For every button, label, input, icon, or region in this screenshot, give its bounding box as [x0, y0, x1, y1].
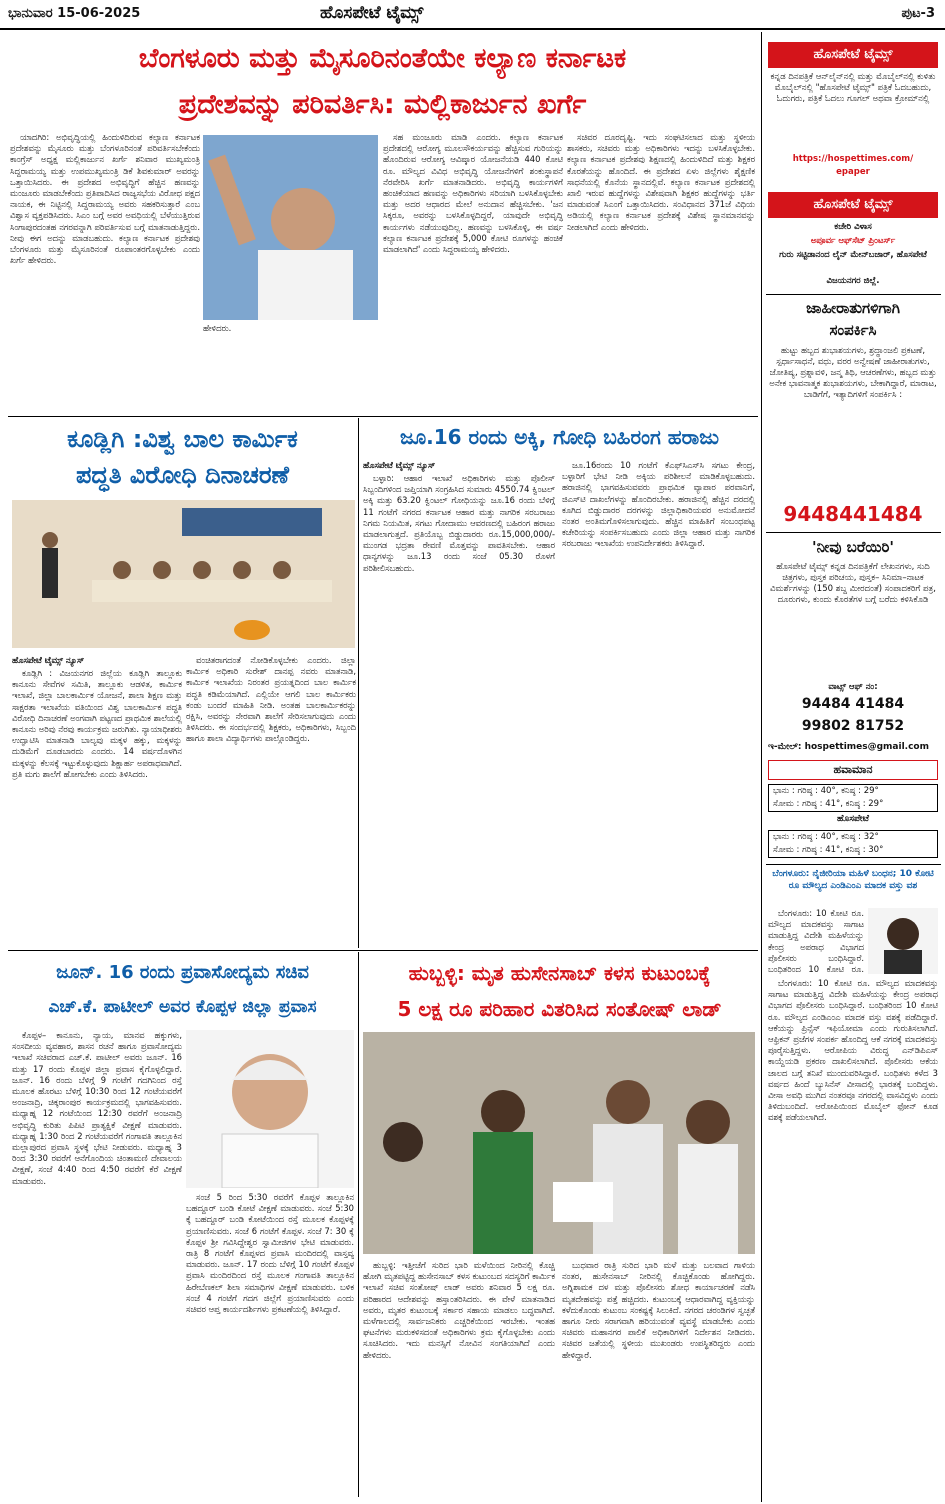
story2-headline-line1: ಕೂಡ್ಲಿಗಿ :ವಿಶ್ವ ಬಾಲ ಕಾರ್ಮಿಕ [67, 425, 298, 453]
page-number: ಪುಟ-3 [901, 6, 935, 21]
newspaper-title: ಹೊಸಪೇಟೆ ಟೈಮ್ಸ್ [320, 3, 424, 23]
story2-headline-line2: ಪದ್ಧತಿ ವಿರೋಧಿ ದಿನಾಚರಣೆ [75, 461, 289, 489]
person-photo-icon [203, 135, 378, 320]
brief-text-continued [768, 978, 938, 1496]
weather-row: ಸೋಮ : ಗರಿಷ್ಠ : 41°, ಕನಿಷ್ಠ : 29° [773, 799, 884, 809]
weather-title: ಹವಾಮಾನ [768, 760, 938, 780]
story1-text3: ಸಚಿವರ ದೂರದೃಷ್ಟಿ. ಇದು ಸಂಘಟಿಸಲಾದ ಮತ್ತು ಸ್ಥಳೀಯ ಶಾಸಕರು, ಸಚಿವರು ಮತ್ತು ಅಧಿಕಾರಿಗಳು ಇದನ್ನು ಬಳಸಿಕೊಳ್ಳಬೇಕು. ಕಲ್ಯಾಣ ಕರ್ನಾಟಕ ಪ್ರದೇಶವು ಶಿಕ್ಷಣದಲ್ಲಿ ಹಿಂದುಳಿದಿದೆ ಮತ್ತು ಶಿಕ್ಷಕರ ಕೊರತೆಯನ್ನು ಹೊಂದಿದೆ. ಈ ಪ್ರದೇಶದ ಏಳು ಜಿಲ್ಲೆಗಳು ಶೈಕ್ಷಣಿಕ ಸಾಧನೆಯಲ್ಲಿ ಕೊನೆಯ ಸ್ಥಾನದಲ್ಲಿವೆ. ಕಲ್ಯಾಣ ಕರ್ನಾಟಕ ಪ್ರದೇಶದಲ್ಲಿ ಖಾಲಿ ಇರುವ ಹುದ್ದೆಗಳನ್ನು ವಿಶೇಷವಾಗಿ ಶಿಕ್ಷಕರ ಹುದ್ದೆಗಳನ್ನು ಭರ್ತಿ ಮಾಡುವಂತೆ ಸಿಎಂಗೆ ಒತ್ತಾಯಿಸಿದರು. ಸಂವಿಧಾನದ 371ಜೆ ವಿಧಿಯ ಅಡಿಯಲ್ಲಿ ಕಲ್ಯಾಣ ಕರ್ನಾಟಕ ಪ್ರದೇಶಕ್ಕೆ ವಿಶೇಷ ಸ್ಥಾನಮಾನವನ್ನು ನೀಡಲಾಗಿದೆ ಎಂದು ಹೇಳಿದರು. [567, 132, 755, 232]
sidebar-epaper-text: ಕನ್ನಡ ದಿನಪತ್ರಿಕೆ ಆನ್‌ಲೈನ್‌ನಲ್ಲಿ ಮತ್ತು ಮೊಬೈಲ್‌ನಲ್ಲಿ ಕುಳಿತು ಮೊಬೈಲ್‌ನಲ್ಲಿ "ಹೊಸಪೇಟೆ ಟೈಮ್ಸ್" ಪತ್ರಿಕೆ ಓದಬಹುದು, ಓದುಗರು, ಪತ್ರಿಕೆ ಓದಲು ಗೂಗಲ್ ಅಥವಾ ಕ್ರೋಮ್‌ನಲ್ಲಿ [770, 72, 936, 104]
story4-headline-line1: ಜೂನ್. 16 ರಂದು ಪ್ರವಾಸೋದ್ಯಮ ಸಚಿವ [56, 962, 309, 983]
story2-text1: ಕೂಡ್ಲಿಗಿ : ವಿಜಯನಗರ ಜಿಲ್ಲೆಯ ಕೂಡ್ಲಿಗಿ ತಾಲ್ಲೂಕು ಕಾನೂನು ಸೇವೆಗಳ ಸಮಿತಿ, ತಾಲ್ಲೂಕು ಆಡಳಿತ, ಕಾರ್ಮಿಕ ಇಲಾಖೆ, ಜಿಲ್ಲಾ ಬಾಲಕಾರ್ಮಿಕ ಯೋಜನೆ, ಶಾಲಾ ಶಿಕ್ಷಣ ಮತ್ತು ಸಾಕ್ಷರತಾ ಇಲಾಖೆಯ ವತಿಯಿಂದ ವಿಶ್ವ ಬಾಲಕಾರ್ಮಿಕ ಪದ್ಧತಿ ವಿರೋಧಿ ದಿನಾಚರಣೆ ಅಂಗವಾಗಿ ಪಟ್ಟಣದ ಪ್ರಾಥಮಿಕ ಶಾಲೆಯಲ್ಲಿ ಕಾನೂನು ಅರಿವು ನೆರವು ಕಾರ್ಯಕ್ರಮ ಜರುಗಿತು. ನ್ಯಾಯಾಧೀಶರು ಉದ್ಘಾಟಿಸಿ ಮಾತನಾಡಿ ಬಾಲ್ಯವು ಮಕ್ಕಳ ಹಕ್ಕು, ಮಕ್ಕಳನ್ನು ದುಡಿಮೆಗೆ ದೂಡಬಾರದು ಎಂದರು. 14 ವರ್ಷದೊಳಗಿನ ಮಕ್ಕಳನ್ನು ಕೆಲಸಕ್ಕೆ ಇಟ್ಟುಕೊಳ್ಳುವುದು ಶಿಕ್ಷಾರ್ಹ ಅಪರಾಧವಾಗಿದೆ. ಪ್ರತಿ ಮಗು ಶಾಲೆಗೆ ಹೋಗಬೇಕು ಎಂದು ತಿಳಿಸಿದರು. [12, 668, 182, 779]
whatsapp-phone-2: 99802 81752 [801, 718, 905, 734]
ads-phone: 9448441484 [783, 502, 923, 526]
email-row [768, 742, 938, 756]
whatsapp-phone-1: 94484 41484 [801, 696, 905, 712]
office-address: ಗುರು ಸಟ್ಟಿಡಾನಂದ ಲೈನ್ ಮೇನ್‌ಬಜಾರ್, ಹೊಸಪೇಟೆ [779, 250, 927, 260]
brief-text-top [768, 908, 864, 974]
story2-text2: ವಂಚಿತರಾಗದಂತೆ ನೋಡಿಕೊಳ್ಳಬೇಕು ಎಂದರು. ಜಿಲ್ಲಾ ಕಾರ್ಮಿಕ ಅಧಿಕಾರಿ ಸುರೇಶ್ ದಾನಪ್ಪ ನವರು ಮಾತನಾಡಿ, ಕಾರ್ಮಿಕ ಇಲಾಖೆಯ ನಿರಂತರ ಪ್ರಯತ್ನದಿಂದ ಬಾಲ ಕಾರ್ಮಿಕ ಪದ್ಧತಿ ಕಡಿಮೆಯಾಗಿದೆ. ಎಲ್ಲಿಯೇ ಆಗಲಿ ಬಾಲ ಕಾರ್ಮಿಕರು ಕಂಡು ಬಂದರೆ ಮಾಹಿತಿ ನೀಡಿ. ಅಂತಹ ಬಾಲಕಾರ್ಮಿಕರನ್ನು ರಕ್ಷಿಸಿ, ಅವರನ್ನು ನೇರವಾಗಿ ಶಾಲೆಗೆ ಸೇರಿಸಲಾಗುವುದು ಎಂದು ತಿಳಿಸಿದರು. ಈ ಸಂದರ್ಭದಲ್ಲಿ ಶಿಕ್ಷಕರು, ಅಧಿಕಾರಿಗಳು, ಸಿಬ್ಬಂದಿ ಹಾಗೂ ಶಾಲಾ ವಿದ್ಯಾರ್ಥಿಗಳು ಪಾಲ್ಗೊಂಡಿದ್ದರು. [186, 655, 356, 744]
whatsapp-label: ವಾಟ್ಸ್ ಆಫ್ ನಂ: [828, 682, 878, 692]
epaper-link[interactable]: https://hospettimes.com/ [792, 154, 914, 164]
divider [766, 294, 941, 295]
story4-column1 [12, 1030, 182, 1495]
divider [766, 864, 941, 865]
story2-column2 [186, 655, 356, 943]
story2-photo-event [12, 500, 355, 648]
divider [358, 418, 359, 948]
weather-row: ಭಾನು : ಗರಿಷ್ಠ : 40°, ಕನಿಷ್ಠ : 29° [773, 786, 879, 796]
weather-box-2 [768, 830, 938, 858]
story5-photo-compensation [363, 1032, 755, 1254]
weather-row: ಭಾನು : ಗರಿಷ್ಠ : 40°, ಕನಿಷ್ಠ : 32° [773, 832, 879, 842]
story1-caption: ಹೇಳಿದರು. [203, 323, 232, 333]
story4-column2 [186, 1192, 354, 1492]
story1-headline-line1: ಬೆಂಗಳೂರು ಮತ್ತು ಮೈಸೂರಿನಂತೆಯೇ ಕಲ್ಯಾಣ ಕರ್ನಾಟಕ [138, 43, 627, 74]
story5-column2 [562, 1260, 755, 1496]
office-district: ವಿಜಯನಗರ ಜಿಲ್ಲೆ. [826, 276, 880, 286]
divider [761, 32, 762, 1502]
write-title: 'ನೀವು ಬರೆಯಿರಿ' [811, 538, 894, 556]
sidebar-brand-banner: ಹೊಸಪೇಟೆ ಟೈಮ್ಸ್ [768, 42, 938, 68]
story1-photo-kharge [203, 135, 378, 320]
story4-text2: ಸಂಜೆ 5 ರಿಂದ 5:30 ರವರೆಗೆ ಕೊಪ್ಪಳ ತಾಲ್ಲೂಕಿನ ಬಹದ್ದೂರ್ ಬಂಡಿ ಕೋಟೆ ವೀಕ್ಷಣೆ ಮಾಡುವರು. ಸಂಜೆ 5:30 ಕ್ಕೆ ಬಹದ್ದೂರ್ ಬಂಡಿ ಕೋಟೆಯಿಂದ ರಸ್ತೆ ಮೂಲಕ ಕೊಪ್ಪಳಕ್ಕೆ ಪ್ರಯಾಣಿಸುವರು. ಸಂಜೆ 6 ಗಂಟೆಗೆ ಕೊಪ್ಪಳ. ಸಂಜೆ 7: 30 ಕ್ಕೆ ಕೊಪ್ಪಳ ಶ್ರೀ ಗವಿಸಿದ್ದೇಶ್ವರ ಸ್ವಾಮೀಜಿಗಳ ಭೇಟಿ ಮಾಡುವರು. ರಾತ್ರಿ 8 ಗಂಟೆಗೆ ಕೊಪ್ಪಳದ ಪ್ರವಾಸಿ ಮಂದಿರದಲ್ಲಿ ವಾಸ್ತವ್ಯ ಮಾಡುವರು. ಜೂನ್. 17 ರಂದು ಬೆಳಿಗ್ಗೆ 10 ಗಂಟೆಗೆ ಕೊಪ್ಪಳ ಪ್ರವಾಸಿ ಮಂದಿರದಿಂದ ರಸ್ತೆ ಮೂಲಕ ಗಂಗಾವತಿ ತಾಲ್ಲೂಕಿನ ಹಿರೇಬೆಣಕಲ್ ಶಿಲಾ ಸಮಾಧಿಗಳ ವೀಕ್ಷಣೆ ಮಾಡುವರು. ಬಳಿಕ ಸಂಜೆ 4 ಗಂಟೆಗೆ ಗದಗ ಜಿಲ್ಲೆಗೆ ಪ್ರಯಾಣಿಸುವರು ಎಂದು ಸಚಿವರ ಆಪ್ತ ಕಾರ್ಯದರ್ಶಿಗಳು ಪ್ರಕಟಣೆಯಲ್ಲಿ ತಿಳಿಸಿದ್ದಾರೆ. [186, 1192, 354, 1315]
story5-text2: ಬುಧವಾರ ರಾತ್ರಿ ಸುರಿದ ಭಾರಿ ಮಳೆ ಮತ್ತು ಬಲವಾದ ಗಾಳಿಯ ನಂತರ, ಹುಸೇನಸಾಬ್ ನೀರಿನಲ್ಲಿ ಕೊಚ್ಚಿಕೊಂಡು ಹೋಗಿದ್ದರು. ಅಗ್ನಿಶಾಮಕ ದಳ ಮತ್ತು ಪೊಲೀಸರು ಶೋಧ ಕಾರ್ಯಾಚರಣೆ ನಡೆಸಿ ಮೃತದೇಹವನ್ನು ಪತ್ತೆ ಹಚ್ಚಿದರು. ಕುಟುಂಬಕ್ಕೆ ಆಧಾರವಾಗಿದ್ದ ವ್ಯಕ್ತಿಯನ್ನು ಕಳೆದುಕೊಂಡು ಕುಟುಂಬ ಸಂಕಷ್ಟಕ್ಕೆ ಸಿಲುಕಿದೆ. ನಗರದ ಚರಂಡಿಗಳ ಸ್ವಚ್ಛತೆ ಹಾಗೂ ನೀರು ಸರಾಗವಾಗಿ ಹರಿಯುವಂತೆ ವ್ಯವಸ್ಥೆ ಮಾಡಬೇಕು ಎಂದು ಸಚಿವರು ಮಹಾನಗರ ಪಾಲಿಕೆ ಅಧಿಕಾರಿಗಳಿಗೆ ನಿರ್ದೇಶನ ನೀಡಿದರು. ಸಚಿವರ ಜತೆಯಲ್ಲಿ ಸ್ಥಳೀಯ ಮುಖಂಡರು ಉಪಸ್ಥಿತರಿದ್ದರು ಎಂದು ಹೇಳಿದ್ದಾರೆ. [562, 1260, 755, 1360]
event-photo-icon [12, 500, 355, 648]
ads-categories: ಹುಟ್ಟು ಹಬ್ಬದ ಶುಭಾಶಯಗಳು, ಶ್ರದ್ಧಾಂಜಲಿ ಪ್ರಕಟಣೆ, ಸ್ಪರ್ಧಾಸಾಧನೆ, ವಧು, ವರರ ಅನ್ವೇಷಣೆ ಜಾಹೀರಾತುಗಳು, ಜೋತಿಷ್ಯ, ಪ್ರಶ್ನಾವಳಿ, ಜನ್ಮ ತಿಥಿ, ಆಚರಣೆಗಳು, ಹಬ್ಬದ ಮತ್ತು ಅನೇಕ ಭಾವನಾತ್ಮಕ ಶುಭಾಶಯಗಳು, ಬೇಕಾಗಿದ್ದಾರೆ, ಮಾರಾಟ, ಬಾಡಿಗೆಗೆ, ಇತ್ಯಾದಿಗಳಿಗೆ ಸಂಪರ್ಕಿಸಿ : [769, 346, 937, 400]
story5-headline-line1: ಹುಬ್ಬಳ್ಳಿ: ಮೃತ ಹುಸೇನಸಾಬ್ ಕಳಸ ಕುಟುಂಬಕ್ಕೆ [408, 961, 711, 985]
brief-headline: ಬೆಂಗಳೂರು: ನೈಜೀರಿಯಾ ಮಹಿಳೆ ಬಂಧನ; 10 ಕೋಟಿ ರೂ ಮೌಲ್ಯದ ಎಂಡಿಎಂಎ ಮಾದಕ ವಸ್ತು ವಶ [772, 869, 934, 891]
issue-date: ಭಾನುವಾರ 15-06-2025 [8, 6, 141, 21]
write-text: ಹೊಸಪೇಟೆ ಟೈಮ್ಸ್ ಕನ್ನಡ ದಿನಪತ್ರಿಕೆಗೆ ಲೇಖನಗಳು, ಸುದಿ ಚಿತ್ರಗಳು, ಪುಸ್ತಕ ಪರಿಚಯ, ಪುಸ್ತಕ– ಸಿನಿಮಾ–ನಾಟಕ ವಿಮರ್ಶೆಗಳನ್ನು (150 ಶಬ್ದ ಮೀರದಂತೆ) ಸಂಪಾದಕರಿಗೆ ಪತ್ರ, ದೂರುಗಳು, ಕುಂದು ಕೊರತೆಗಳ ಬಗ್ಗೆ ಬರೆದು ಕಳಿಸಿಕೊಡಿ [770, 562, 936, 605]
story1-headline-line2: ಪ್ರದೇಶವನ್ನು ಪರಿವರ್ತಿಸಿ: ಮಲ್ಲಿಕಾರ್ಜುನ ಖರ್ಗೆ [178, 89, 587, 120]
ads-title-2: ಸಂಪರ್ಕಿಸಿ [829, 321, 877, 339]
brief-text: ಬೆಂಗಳೂರು: 10 ಕೋಟಿ ರೂ. ಮೌಲ್ಯದ ಮಾದಕವಸ್ತು ಸಾಗಾಟ ಮಾಡುತ್ತಿದ್ದ ವಿದೇಶಿ ಮಹಿಳೆಯನ್ನು ಕೇಂದ್ರ ಅಪರಾಧ ವಿಭಾಗದ ಪೊಲೀಸರು ಬಂಧಿಸಿದ್ದಾರೆ. ಬಂಧಿತರಿಂದ 10 ಕೋಟಿ ರೂ. [768, 908, 864, 974]
story4-text1: ಕೊಪ್ಪಳ– ಕಾನೂನು, ನ್ಯಾಯ, ಮಾನವ ಹಕ್ಕುಗಳು, ಸಂಸದೀಯ ವ್ಯವಹಾರ, ಶಾಸನ ರಚನೆ ಹಾಗೂ ಪ್ರವಾಸೋದ್ಯಮ ಇಲಾಖೆ ಸಚಿವರಾದ ಎಚ್.ಕೆ. ಪಾಟೀಲ್ ಅವರು ಜೂನ್. 16 ಮತ್ತು 17 ರಂದು ಕೊಪ್ಪಳ ಜಿಲ್ಲಾ ಪ್ರವಾಸ ಕೈಗೊಳ್ಳಲಿದ್ದಾರೆ. ಜೂನ್. 16 ರಂದು ಬೆಳಿಗ್ಗೆ 9 ಗಂಟೆಗೆ ಗದಗಿನಿಂದ ರಸ್ತೆ ಮೂಲಕ ಹೊರಟು ಬೆಳಿಗ್ಗೆ 10:30 ರಿಂದ 12 ಗಂಟೆಯವರೆಗೆ ಅಂಜನಾದ್ರಿ, ಚಿಕ್ಕರಾಂಪುರ ಕಾರ್ಯಕ್ರಮದಲ್ಲಿ ಭಾಗವಹಿಸುವರು. ಮಧ್ಯಾಹ್ನ 12 ಗಂಟೆಯಿಂದ 12:30 ರವರೆಗೆ ಅಂಜನಾದ್ರಿ ಅಭಿವೃದ್ಧಿ ಕುರಿತು ಪಿಪಿಟಿ ಪ್ರಾತ್ಯಕ್ಷಿಕೆ ವೀಕ್ಷಣೆ ಮಾಡುವರು. ಮಧ್ಯಾಹ್ನ 1:30 ರಿಂದ 2 ಗಂಟೆಯವರೆಗೆ ಗಂಗಾವತಿ ತಾಲ್ಲೂಕಿನ ಮಲ್ಲಾಪುರದ ಪ್ರವಾಸಿ ಸ್ಥಳಕ್ಕೆ ಭೇಟಿ ನೀಡುವರು. ಮಧ್ಯಾಹ್ನ 3 ರಿಂದ 3:30 ರವರೆಗೆ ಆನೆಗೊಂದಿಯ ಚಿಂತಾಮಣಿ ದೇವಾಲಯ ವೀಕ್ಷಣೆ, ಸಂಜೆ 4:40 ರಿಂದ 4:50 ರವರೆಗೆ ಕೆರೆ ವೀಕ್ಷಣೆ ಮಾಡುವರು. [12, 1030, 182, 1186]
office-label: ಕಚೇರಿ ವಿಳಾಸ [834, 222, 872, 232]
story2-column1 [12, 668, 182, 943]
story3-headline: ಜೂ.16 ರಂದು ಅಕ್ಕಿ, ಗೋಧಿ ಬಹಿರಂಗ ಹರಾಜು [399, 425, 720, 449]
email-address[interactable]: hospettimes@gmail.com [804, 742, 929, 752]
portrait-photo-icon [186, 1030, 354, 1188]
epaper-link-suffix[interactable]: epaper [836, 167, 870, 177]
story4-headline-line2: ಎಚ್.ಕೆ. ಪಾಟೀಲ್ ಅವರ ಕೊಪ್ಪಳ ಜಿಲ್ಲಾ ಪ್ರವಾಸ [48, 997, 317, 1017]
story1-column1 [10, 132, 200, 412]
divider [358, 952, 359, 1497]
story4-photo-minister [186, 1030, 354, 1188]
email-label: ಇ-ಮೇಲ್: [768, 742, 802, 752]
portrait-photo-icon [868, 908, 938, 974]
story1-text1: ಯಾದಗಿರಿ: ಅಭಿವೃದ್ಧಿಯಲ್ಲಿ ಹಿಂದುಳಿದಿರುವ ಕಲ್ಯಾಣ ಕರ್ನಾಟಕ ಪ್ರದೇಶವನ್ನು ಮೈಸೂರು ಮತ್ತು ಬೆಂಗಳೂರಿನಂತೆ ಪರಿವರ್ತಿಸಬೇಕೆಂದು ಕಾಂಗ್ರೆಸ್ ಅಧ್ಯಕ್ಷ ಮಲ್ಲಿಕಾರ್ಜುನ ಖರ್ಗೆ ಶನಿವಾರ ಮುಖ್ಯಮಂತ್ರಿ ಸಿದ್ದರಾಮಯ್ಯ ಮತ್ತು ಉಪಮುಖ್ಯಮಂತ್ರಿ ಡಿಕೆ ಶಿವಕುಮಾರ್ ಅವರನ್ನು ಒತ್ತಾಯಿಸಿದರು. ಈ ಪ್ರದೇಶದ ಅಭಿವೃದ್ಧಿಗೆ ಹೆಚ್ಚಿನ ಹಣವನ್ನು ಮಂಜೂರು ಮಾಡಬೇಕೆಂದು ಪ್ರತಿಪಾದಿಸಿದ ರಾಜ್ಯಸಭೆಯ ವಿರೋಧ ಪಕ್ಷದ ನಾಯಕ, ಈ ನಿಟ್ಟಿನಲ್ಲಿ ಸಿದ್ದರಾಮಯ್ಯ ಅವರು ಸಹಕರಿಸುತ್ತಾರೆ ಎಂಬ ವಿಶ್ವಾಸ ವ್ಯಕ್ತಪಡಿಸಿದರು. ಸಿಎಂ ಬಗ್ಗೆ ಅವರ ಅವಧಿಯಲ್ಲಿ ಬೆಳೆಯುತ್ತಿರುವ ಸಿಂಗಾಪುರದಂತಹ ನಗರವನ್ನಾಗಿ ಪರಿವರ್ತಿಸುವ ಬಗ್ಗೆ ಮಾತನಾಡುತ್ತಿದ್ದರು. ನೀವು ಈಗ ಅದನ್ನು ಮಾಡಬಹುದು. ಕಲ್ಯಾಣ ಕರ್ನಾಟಕ ಪ್ರದೇಶವು ಬೆಂಗಳೂರು ಮತ್ತು ಮೈಸೂರಿನಂತೆ ರೂಪಾಂತರಗೊಳ್ಳಬೇಕು ಎಂದು ಖರ್ಗೆ ಹೇಳಿದರು. [10, 132, 200, 266]
group-photo-icon [363, 1032, 755, 1254]
story3-text2: ಜೂ.16ರಂದು 10 ಗಂಟೆಗೆ ಕೆಎಫ್‌ಸಿಎಸ್‌ಸಿ ಸಗಟು ಕೇಂದ್ರ, ಬಳ್ಳಾರಿಗೆ ಭೇಟಿ ನೀಡಿ ಅಕ್ಕಿಯ ಪರಿಶೀಲನೆ ಮಾಡಿಕೊಳ್ಳಬಹುದು. ಹರಾಜಿನಲ್ಲಿ ಭಾಗವಹಿಸುವವರು ಪ್ರಾಥಮಿಕ ವ್ಯಾಪಾರ ಪರವಾನಿಗೆ, ಜಿಎಸ್‌ಟಿ ದಾಖಲೆಗಳನ್ನು ಹೊಂದಿರಬೇಕು. ಹರಾಜಿನಲ್ಲಿ ಹೆಚ್ಚಿನ ದರದಲ್ಲಿ ಕೂಗಿದ ಬಿಡ್ಡುದಾರರ ದರಗಳನ್ನು ಜಿಲ್ಲಾಧಿಕಾರಿಯವರ ಅನುಮೋದನೆ ನಂತರ ಅಂತಿಮಗೊಳಿಸಲಾಗುವುದು. ಹೆಚ್ಚಿನ ಮಾಹಿತಿಗೆ ಸಂಬಂಧಪಟ್ಟ ಕಚೇರಿಯನ್ನು ಸಂಪರ್ಕಿಸಬಹುದು ಎಂದು ಜಿಲ್ಲಾ ಆಹಾರ ಮತ್ತು ನಾಗರಿಕ ಸರಬರಾಜು ಇಲಾಖೆಯ ಉಪನಿರ್ದೇಶಕರು ತಿಳಿಸಿದ್ದಾರೆ. [562, 460, 755, 549]
story3-text1: ಬಳ್ಳಾರಿ: ಆಹಾರ ಇಲಾಖೆ ಅಧಿಕಾರಿಗಳು ಮತ್ತು ಪೊಲೀಸ್ ಸಿಬ್ಬಂದಿಗಳಿಂದ ಜಪ್ತಿಯಾಗಿ ಸಂಗ್ರಹಿಸಿದ ಸುಮಾರು 4550.74 ಕ್ವಿಂಟಲ್ ಅಕ್ಕಿ ಮತ್ತು 63.20 ಕ್ವಿಂಟಲ್ ಗೋಧಿಯನ್ನು ಜೂ.16 ರಂದು ಬೆಳಿಗ್ಗೆ 11 ಗಂಟೆಗೆ ನಗರದ ಕರ್ನಾಟಕ ಆಹಾರ ಮತ್ತು ನಾಗರಿಕ ಸರಬರಾಜು ನಿಗಮ ನಿಯಮಿತ, ಸಗಟು ಗೋದಾಮು ಆವರಣದಲ್ಲಿ ಬಹಿರಂಗ ಹರಾಜು ಮಾಡಲಾಗುತ್ತದೆ. ಪ್ರತಿಯೊಬ್ಬ ಬಿಡ್ಡುದಾರರು ರೂ.15,000,000/- ಮುಂಗಡ ಭದ್ರತಾ ಠೇವಣಿ ಮೊತ್ತವನ್ನು ಪಾವತಿಸಬೇಕು. ಆಹಾರ ಧಾನ್ಯಗಳನ್ನು ಜೂ.13 ರಂದು ಸಂಜೆ 05.30 ರೊಳಗೆ ಪರಿಶೀಲಿಸಬಹುದು. [363, 473, 555, 573]
brief-text-2: ಬೆಂಗಳೂರು: 10 ಕೋಟಿ ರೂ. ಮೌಲ್ಯದ ಮಾದಕವಸ್ತು ಸಾಗಾಟ ಮಾಡುತ್ತಿದ್ದ ವಿದೇಶಿ ಮಹಿಳೆಯನ್ನು ಕೇಂದ್ರ ಅಪರಾಧ ವಿಭಾಗದ ಪೊಲೀಸರು ಬಂಧಿಸಿದ್ದಾರೆ. ಬಂಧಿತರಿಂದ 10 ಕೋಟಿ ರೂ. ಮೌಲ್ಯದ ಎಂಡಿಎಂಎ ಮಾದಕ ವಸ್ತು ವಶಕ್ಕೆ ಪಡೆದಿದ್ದಾರೆ. ಆಕೆಯನ್ನು ಪ್ರಿನ್ಸೆಸ್ ಇಫಿಯೋಮಾ ಎಂದು ಗುರುತಿಸಲಾಗಿದೆ. ಆಫ್ರಿಕನ್ ಪ್ರಜೆಗಳ ಸಂಪರ್ಕ ಹೊಂದಿದ್ದ ಆಕೆ ನಗರಕ್ಕೆ ಮಾದಕವಸ್ತು ಪೂರೈಸುತ್ತಿದ್ದಳು. ಆರೋಪಿಯ ವಿರುದ್ಧ ಎನ್‌ಡಿಪಿಎಸ್ ಕಾಯ್ದೆಯಡಿ ಪ್ರಕರಣ ದಾಖಲಿಸಲಾಗಿದೆ. ಪೊಲೀಸರು ಆಕೆಯ ಜಾಲದ ಬಗ್ಗೆ ತನಿಖೆ ಮುಂದುವರಿಸಿದ್ದಾರೆ. ಬಂಧಿತಳು ಕಳೆದ 3 ವರ್ಷದ ಹಿಂದೆ ಬ್ಯುಸಿನೆಸ್ ವೀಸಾದಲ್ಲಿ ಭಾರತಕ್ಕೆ ಬಂದಿದ್ದಳು. ವೀಸಾ ಅವಧಿ ಮುಗಿದ ನಂತರವೂ ನಗರದಲ್ಲಿ ವಾಸವಿದ್ದಳು ಎಂದು ತಿಳಿದುಬಂದಿದೆ. ಆರೋಪಿಯಿಂದ ಮೊಬೈಲ್ ಫೋನ್ ಕೂಡ ವಶಕ್ಕೆ ಪಡೆಯಲಾಗಿದೆ. [768, 978, 938, 1123]
weather-box-1 [768, 784, 938, 812]
story5-text1: ಹುಬ್ಬಳ್ಳಿ: ಇತ್ತೀಚೆಗೆ ಸುರಿದ ಭಾರಿ ಮಳೆಯಿಂದ ನೀರಿನಲ್ಲಿ ಕೊಚ್ಚಿ ಹೋಗಿ ಮೃತಪಟ್ಟಿದ್ದ ಹುಸೇನಸಾಬ್ ಕಳಸ ಕುಟುಂಬದ ಸದಸ್ಯರಿಗೆ ಕಾರ್ಮಿಕ ಇಲಾಖೆ ಸಚಿವ ಸಂತೋಷ್ ಲಾಡ್ ಅವರು ಶನಿವಾರ 5 ಲಕ್ಷ ರೂ. ಪರಿಹಾರದ ಆದೇಶವನ್ನು ಹಸ್ತಾಂತರಿಸಿದರು. ಈ ವೇಳೆ ಮಾತನಾಡಿದ ಅವರು, ಮೃತರ ಕುಟುಂಬಕ್ಕೆ ಸರ್ಕಾರ ಸಹಾಯ ಮಾಡಲು ಬದ್ಧವಾಗಿದೆ. ಮಳೆಗಾಲದಲ್ಲಿ ಸಾರ್ವಜನಿಕರು ಎಚ್ಚರಿಕೆಯಿಂದ ಇರಬೇಕು. ಇಂತಹ ಘಟನೆಗಳು ಮರುಕಳಿಸದಂತೆ ಅಧಿಕಾರಿಗಳು ಕ್ರಮ ಕೈಗೊಳ್ಳಬೇಕು ಎಂದು ಸೂಚಿಸಿದರು. ಇದು ಮನಸ್ಸಿಗೆ ನೋವಿನ ಸಂಗತಿಯಾಗಿದೆ ಎಂದು ಹೇಳಿದರು. [363, 1260, 555, 1360]
masthead [0, 0, 945, 30]
story5-headline-line2: 5 ಲಕ್ಷ ರೂ ಪರಿಹಾರ ವಿತರಿಸಿದ ಸಂತೋಷ್ ಲಾಡ್ [397, 997, 722, 1021]
ads-title: ಜಾಹೀರಾತುಗಳಿಗಾಗಿ [806, 299, 900, 317]
divider [8, 416, 758, 417]
story3-byline: ಹೊಸಪೇಟೆ ಟೈಮ್ಸ್ ನ್ಯೂಸ್ [363, 460, 436, 470]
story2-byline: ಹೊಸಪೇಟೆ ಟೈಮ್ಸ್ ನ್ಯೂಸ್ [12, 655, 85, 665]
office-name: ಅಪೂರ್ವ ಆಫ್‌ಸೆಟ್ ಪ್ರಿಂಟರ್ಸ್ [810, 236, 896, 246]
weather-city: ಹೊಸಪೇಟೆ [836, 814, 870, 824]
story1-column3 [567, 132, 755, 412]
brief-photo [868, 908, 938, 974]
story1-column2 [383, 132, 563, 412]
weather-row: ಸೋಮ : ಗರಿಷ್ಠ : 41°, ಕನಿಷ್ಠ : 30° [773, 845, 884, 855]
sidebar-brand-banner-2: ಹೊಸಪೇಟೆ ಟೈಮ್ಸ್ [768, 192, 938, 218]
story3-column2 [562, 460, 755, 943]
story5-column1 [363, 1260, 555, 1496]
story3-column1 [363, 473, 555, 943]
story1-text2: ಸಹ ಮಂಜೂರು ಮಾಡಿ ಎಂದರು. ಕಲ್ಯಾಣ ಕರ್ನಾಟಕ ಪ್ರದೇಶದಲ್ಲಿ ಆರೋಗ್ಯ ಮೂಲಸೌಕರ್ಯವನ್ನು ಹೆಚ್ಚಿಸುವ ಗುರಿಯನ್ನು ಹೊಂದಿರುವ ಆರೋಗ್ಯ ಆವಿಷ್ಕಾರ ಯೋಜನೆಯಡಿ 440 ಕೋಟಿ ರೂ. ಮೌಲ್ಯದ ವಿವಿಧ ಅಭಿವೃದ್ಧಿ ಯೋಜನೆಗಳಿಗೆ ಶಂಕುಸ್ಥಾಪನೆ ನೆರವೇರಿಸಿ ಖರ್ಗೆ ಮಾತನಾಡಿದರು. ಅಭಿವೃದ್ಧಿ ಕಾರ್ಯಗಳಿಗೆ ಹಂಚಿಕೆಯಾದ ಹಣವನ್ನು ಅಧಿಕಾರಿಗಳು ಸರಿಯಾಗಿ ಬಳಸಿಕೊಳ್ಳಬೇಕು ಮತ್ತು ಅದರ ಆಧಾರದ ಮೇಲೆ ಅನುದಾನ ಹೆಚ್ಚಿಸಬೇಕು. 'ಜನ ಸಿಕ್ಕರೂ, ಅವರನ್ನು ಬಳಸಿಕೊಳ್ಳದಿದ್ದರೆ, ಯಾವುದೇ ಅಭಿವೃದ್ಧಿ ಕಾರ್ಯಗಳು ನಡೆಯುವುದಿಲ್ಲ. ಹಣವನ್ನು ಬಳಸಿಕೊಳ್ಳಿ, ಈ ವರ್ಷ ಕಲ್ಯಾಣ ಕರ್ನಾಟಕ ಪ್ರದೇಶಕ್ಕೆ 5,000 ಕೋಟಿ ರೂಗಳನ್ನು ಹಂಚಿಕೆ ಮಾಡಲಾಗಿದೆ' ಎಂದು ಸಿದ್ದರಾಮಯ್ಯ ಹೇಳಿದರು. [383, 132, 563, 255]
divider [8, 950, 758, 951]
divider [766, 532, 941, 533]
